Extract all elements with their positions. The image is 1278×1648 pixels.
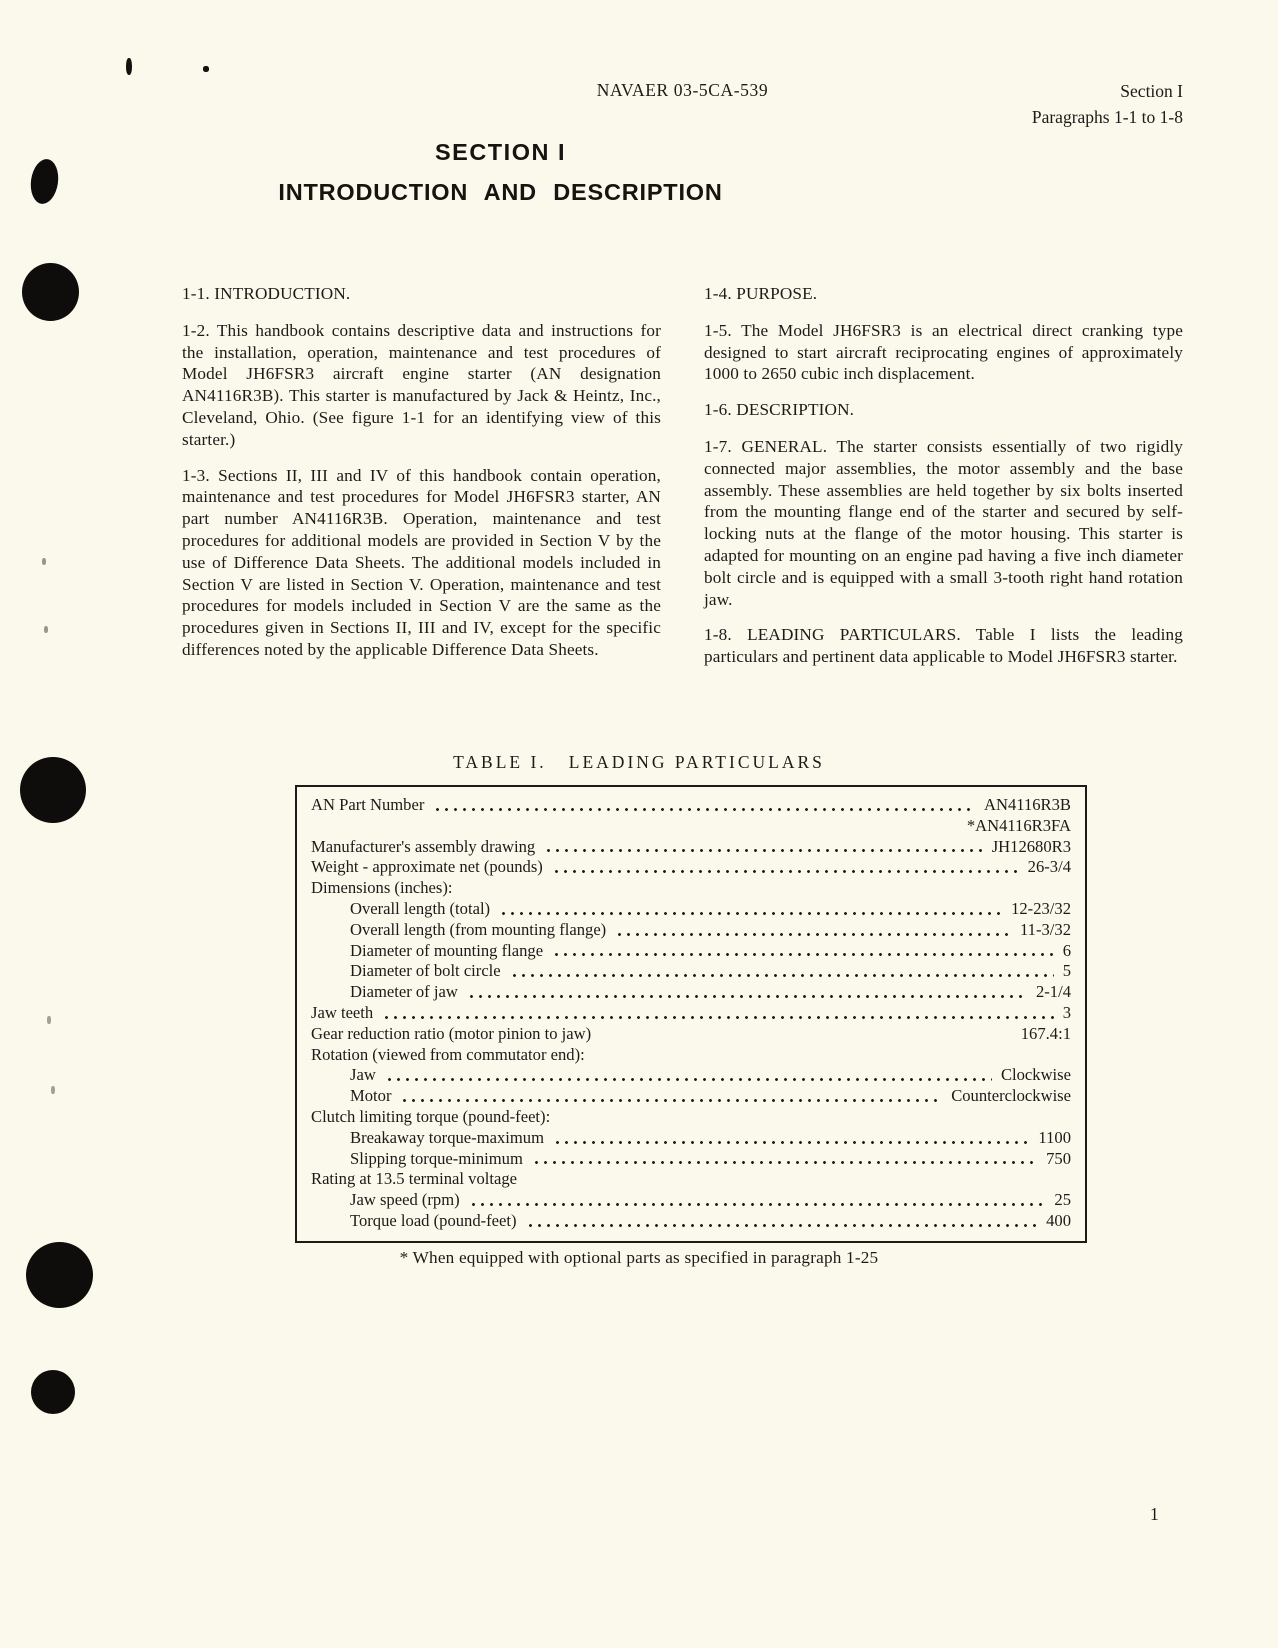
dot-leader xyxy=(552,953,1054,956)
table-row xyxy=(311,1149,1071,1170)
row-label: AN Part Number xyxy=(311,795,425,814)
section-ref: Section I xyxy=(1120,81,1183,101)
table-row xyxy=(311,982,1071,1003)
table-row xyxy=(311,1211,1071,1232)
paragraph-1-2: 1-2. This handbook contains descriptive data and instructions for the installation, operation, maintenance and test procedures of Model JH6FSR3 aircraft engine starter (AN designation AN4116R3B). This starter is manufactured by Jack & Heintz, Inc., Cleveland, Ohio. (See figure 1-1 for an identifying view of this starter.) xyxy=(182,320,661,449)
row-label: Motor xyxy=(350,1086,392,1106)
row-value: 12-23/32 xyxy=(1011,898,1071,918)
row-label: Rotation (viewed from commutator end): xyxy=(311,1044,585,1064)
row-label: Rating at 13.5 terminal voltage xyxy=(311,1169,517,1189)
dot-leader xyxy=(467,995,1027,998)
dot-leader xyxy=(552,870,1019,873)
dot-leader xyxy=(615,933,1011,936)
table-title: TABLE I. LEADING PARTICULARS xyxy=(453,752,825,772)
row-value: 3 xyxy=(1062,1002,1071,1022)
row-label: Jaw xyxy=(350,1065,376,1085)
table-row xyxy=(311,1107,1071,1128)
table-row xyxy=(311,1045,1071,1066)
row-label: Slipping torque-minimum xyxy=(350,1148,523,1168)
row-label: Jaw teeth xyxy=(311,1002,374,1022)
row-label: Diameter of mounting flange xyxy=(350,940,544,960)
body-columns xyxy=(182,283,1183,682)
row-label: Diameter of bolt circle xyxy=(350,961,501,981)
row-value: 25 xyxy=(1054,1190,1071,1210)
row-value: 6 xyxy=(1062,940,1071,960)
dot-leader xyxy=(385,1078,992,1081)
binder-hole xyxy=(31,1370,75,1414)
row-label: Manufacturer's assembly drawing xyxy=(311,836,536,856)
table-row xyxy=(311,899,1071,920)
row-value: 167.4:1 xyxy=(1020,1023,1071,1043)
spacer xyxy=(462,891,1063,894)
dot-leader xyxy=(532,1161,1037,1164)
table-row xyxy=(311,1190,1071,1211)
table-row xyxy=(311,1065,1071,1086)
row-value: 2-1/4 xyxy=(1035,982,1071,1002)
left-column xyxy=(182,283,661,682)
dot-leader xyxy=(382,1016,1054,1019)
scan-mark xyxy=(203,66,209,72)
spacer xyxy=(594,1057,1062,1060)
row-label: Diameter of jaw xyxy=(350,982,458,1002)
leading-particulars-table xyxy=(295,785,1087,1243)
row-value: 26-3/4 xyxy=(1027,857,1071,877)
header-section-ref xyxy=(1032,78,1183,130)
row-label: Clutch limiting torque (pound-feet): xyxy=(311,1106,551,1126)
heading-description: 1-6. DESCRIPTION. xyxy=(704,400,855,420)
row-label: Breakaway torque-maximum xyxy=(350,1127,544,1147)
row-label: Weight - approximate net (pounds) xyxy=(311,857,543,877)
row-value: *AN4116R3FA xyxy=(966,815,1071,835)
table-row xyxy=(311,920,1071,941)
row-label: Gear reduction ratio (motor pinion to jaw) xyxy=(311,1023,592,1043)
dot-leader xyxy=(544,849,983,852)
table-row xyxy=(311,1128,1071,1149)
paragraph-1-8: 1-8. LEADING PARTICULARS. Table I lists the leading particulars and pertinent data applicable to Model JH6FSR3 starter. xyxy=(704,625,1183,667)
paragraphs-ref: Paragraphs 1-1 to 1-8 xyxy=(1031,107,1183,127)
table-row xyxy=(311,857,1071,878)
dot-leader xyxy=(499,912,1002,915)
table-row xyxy=(311,1086,1071,1107)
spacer xyxy=(559,1120,1062,1123)
table-row xyxy=(311,1169,1071,1190)
row-value: AN4116R3B xyxy=(984,795,1071,814)
table-row xyxy=(311,795,1071,816)
row-label: Dimensions (inches): xyxy=(311,878,453,898)
row-label: Torque load (pound-feet) xyxy=(350,1210,517,1230)
table-row xyxy=(311,1024,1071,1045)
heading-purpose: 1-4. PURPOSE. xyxy=(704,284,818,303)
dot-leader xyxy=(553,1141,1029,1144)
row-value: 11-3/32 xyxy=(1019,919,1071,939)
scan-mark xyxy=(51,1086,55,1094)
spacer xyxy=(600,1037,1012,1040)
right-column xyxy=(704,283,1183,682)
section-title: SECTION I xyxy=(434,139,566,165)
dot-leader xyxy=(400,1099,942,1102)
spacer xyxy=(320,829,958,832)
binder-hole xyxy=(22,263,79,321)
paragraph-1-3: 1-3. Sections II, III and IV of this handbook contain operation, maintenance and test procedures for Model JH6FSR3 starter, AN part number AN4116R3B. Operation, maintenance and test procedures for additional models are provided in Section V by the use of Difference Data Sheets. The additional models included in Section V are listed in Section V. Operation, maintenance and test procedures for models included in Section V are the same as the procedures given in Sections II, III and IV, except for the specific differences noted by the applicable Difference Data Sheets. xyxy=(182,465,661,659)
paragraph-1-7: 1-7. GENERAL. The starter consists essentially of two rigidly connected major assemblies, the motor assembly and the base assembly. These assemblies are held together by six bolts inserted from the mounting flange end of the starter and secured by self-locking nuts at the flange of the motor housing. This starter is adapted for mounting on an engine pad having a five inch diameter bolt circle and is equipped with a small 3-tooth right hand rotation jaw. xyxy=(704,436,1183,609)
dot-leader xyxy=(469,1203,1046,1206)
table-row xyxy=(311,837,1071,858)
row-value: 1100 xyxy=(1038,1127,1071,1147)
dot-leader xyxy=(510,974,1054,977)
heading-introduction: 1-1. INTRODUCTION. xyxy=(182,284,351,303)
row-value: 750 xyxy=(1046,1148,1071,1168)
table-row xyxy=(311,878,1071,899)
scan-mark xyxy=(42,558,46,565)
row-value: 400 xyxy=(1046,1210,1071,1230)
scan-mark xyxy=(47,1016,51,1024)
table-row xyxy=(311,1003,1071,1024)
scan-mark xyxy=(126,58,132,75)
page-number: 1 xyxy=(1150,1504,1159,1524)
document-number: NAVAER 03-5CA-539 xyxy=(596,80,769,100)
scan-mark xyxy=(44,626,48,633)
table-footnote: * When equipped with optional parts as specified in paragraph 1-25 xyxy=(399,1248,879,1267)
paragraph-1-5: 1-5. The Model JH6FSR3 is an electrical direct cranking type designed to start aircraft reciprocating engines of approximately 1000 to 2650 cubic inch displacement. xyxy=(704,320,1183,384)
row-label: Overall length (total) xyxy=(350,898,491,918)
row-value: Counterclockwise xyxy=(951,1086,1071,1106)
dot-leader xyxy=(433,808,975,811)
table-row xyxy=(311,961,1071,982)
row-value: Clockwise xyxy=(1000,1065,1071,1085)
dot-leader xyxy=(526,1224,1038,1227)
table-row xyxy=(311,816,1071,837)
row-value: 5 xyxy=(1062,961,1071,981)
section-subtitle: INTRODUCTION AND DESCRIPTION xyxy=(278,179,723,205)
row-label: Jaw speed (rpm) xyxy=(350,1190,460,1210)
table-row xyxy=(311,941,1071,962)
row-value: JH12680R3 xyxy=(991,836,1071,856)
spacer xyxy=(526,1182,1062,1185)
row-label: Overall length (from mounting flange) xyxy=(350,919,607,939)
